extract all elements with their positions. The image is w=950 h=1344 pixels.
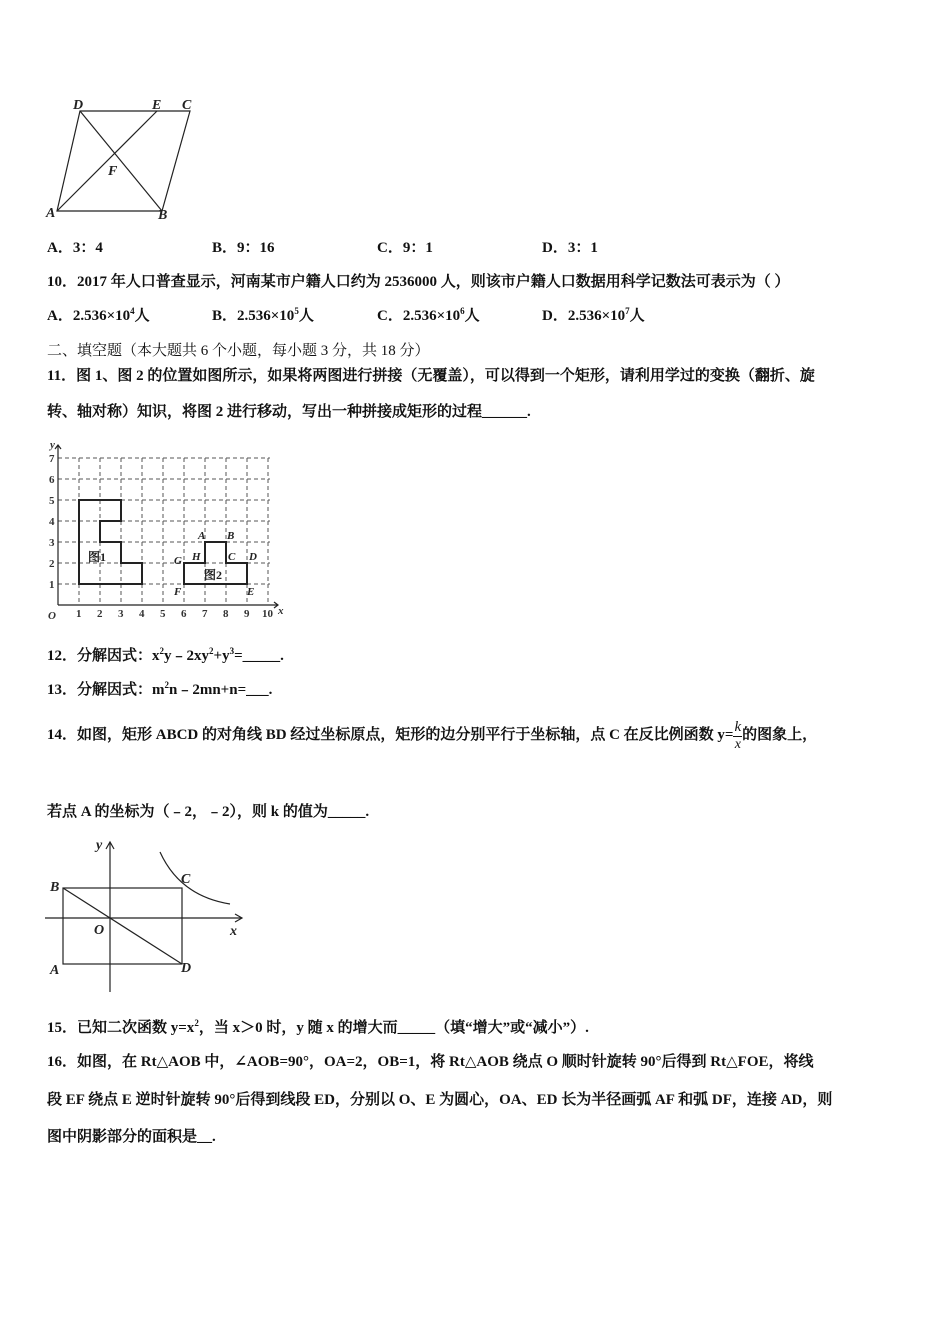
x-tick-3: 3 [118,608,124,620]
point-B: B [227,530,235,542]
y-tick-2: 2 [49,558,55,570]
parallelogram-figure [40,95,210,230]
q10-text: 10．2017 年人口普查显示，河南某市户籍人口约为 2536000 人，则该市户籍人口数据用科学记数法可表示为（ ） [47,274,790,290]
rect-label-D: D [181,961,192,976]
q9-option-c: C．9：1 [377,240,433,256]
rect-label-B: B [50,880,60,895]
rect-axis-x: x [230,924,237,939]
y-tick-1: 1 [49,579,55,591]
q13-text: 13．分解因式：$m^2n﹣2mn+n=\_\_\_$. [47,680,273,698]
label-F: F [108,164,118,179]
grid-figure [40,433,290,623]
point-H: H [192,551,201,563]
point-G: G [174,555,182,567]
label-B: B [158,208,168,223]
section-2-title: 二、填空题（本大题共 6 个小题，每小题 3 分，共 18 分） [47,343,430,359]
x-tick-8: 8 [223,608,229,620]
q14-line-1: 14．如图，矩形 ABCD 的对角线 BD 经过坐标原点，矩形的边分别平行于坐标轴，点 C 在反比例函数 y= $\frac{k}{x}$ 的图象上， [47,718,818,752]
point-F: F [174,586,182,598]
q16-line-3: 图中阴影部分的面积是__. [47,1129,216,1145]
x-tick-7: 7 [202,608,208,620]
q10-option-d: D．$2.536\times 10^7$人 [542,306,645,324]
q9-option-b: B．9：16 [212,240,275,256]
y-tick-7: 7 [49,453,55,465]
x-tick-4: 4 [139,608,145,620]
x-tick-5: 5 [160,608,166,620]
y-tick-5: 5 [49,495,55,507]
x-tick-2: 2 [97,608,103,620]
grid-axis-x: x [278,605,284,617]
label-C: C [182,98,192,113]
q16-line-2: 段 EF 绕点 E 逆时针旋转 90°后得到线段 ED，分别以 O、E 为圆心，OA、ED 长为半径画弧 AF 和弧 DF，连接 AD，则 [47,1092,833,1108]
q9-option-a: A．3：4 [47,240,103,256]
q10-option-a: A．$2.536\times 10^4$人 [47,306,150,324]
q14-line-2: 若点 A 的坐标为（﹣2，﹣2），则 k 的值为_____. [47,804,370,820]
point-A: A [198,530,206,542]
label-E: E [152,98,162,113]
rect-origin: O [94,923,105,938]
y-tick-3: 3 [49,537,55,549]
q10-option-c: C．$2.536\times 10^6$人 [377,306,480,324]
y-tick-6: 6 [49,474,55,486]
label-A: A [46,206,56,221]
q9-option-d: D．3：1 [542,240,598,256]
x-tick-9: 9 [244,608,250,620]
point-C: C [228,551,236,563]
q12-text: 12．分解因式：$x^2y﹣2xy^2+y^3=\_\_\_\_\_$. [47,646,284,664]
q15-text: 15．已知二次函数 $y=x^2$，当 x＞0 时，y 随 x 的增大而_____（填“增大”或“减小”）. [47,1018,589,1036]
x-tick-6: 6 [181,608,187,620]
q11-line-2: 转、轴对称）知识，将图 2 进行移动，写出一种拼接成矩形的过程______. [47,404,531,420]
x-tick-10: 10 [262,608,273,620]
q10-option-b: B．$2.536\times 10^5$人 [212,306,314,324]
q11-line-1: 11．图 1、图 2 的位置如图所示，如果将两图进行拼接（无覆盖），可以得到一个矩形，请利用学过的变换（翻折、旋 [47,368,815,384]
grid-origin: O [48,610,56,622]
point-E: E [247,586,255,598]
y-tick-4: 4 [49,516,55,528]
rect-label-C: C [181,872,191,887]
rect-label-A: A [50,963,60,978]
fig1-label: 图1 [88,550,107,564]
label-D: D [73,98,84,113]
fig2-label: 图2 [204,568,223,582]
point-D: D [249,551,257,563]
grid-axis-y: y [50,439,55,451]
k-over-x-fraction: $\frac{k}{x}$ [734,718,742,752]
q16-line-1: 16．如图，在 Rt△AOB 中，∠AOB=90°，OA=2，OB=1，将 Rt△AOB 绕点 O 顺时针旋转 90°后得到 Rt△FOE，将线 [47,1054,814,1070]
x-tick-1: 1 [76,608,82,620]
rect-axis-y: y [96,838,103,853]
rectangle-figure [40,834,250,999]
